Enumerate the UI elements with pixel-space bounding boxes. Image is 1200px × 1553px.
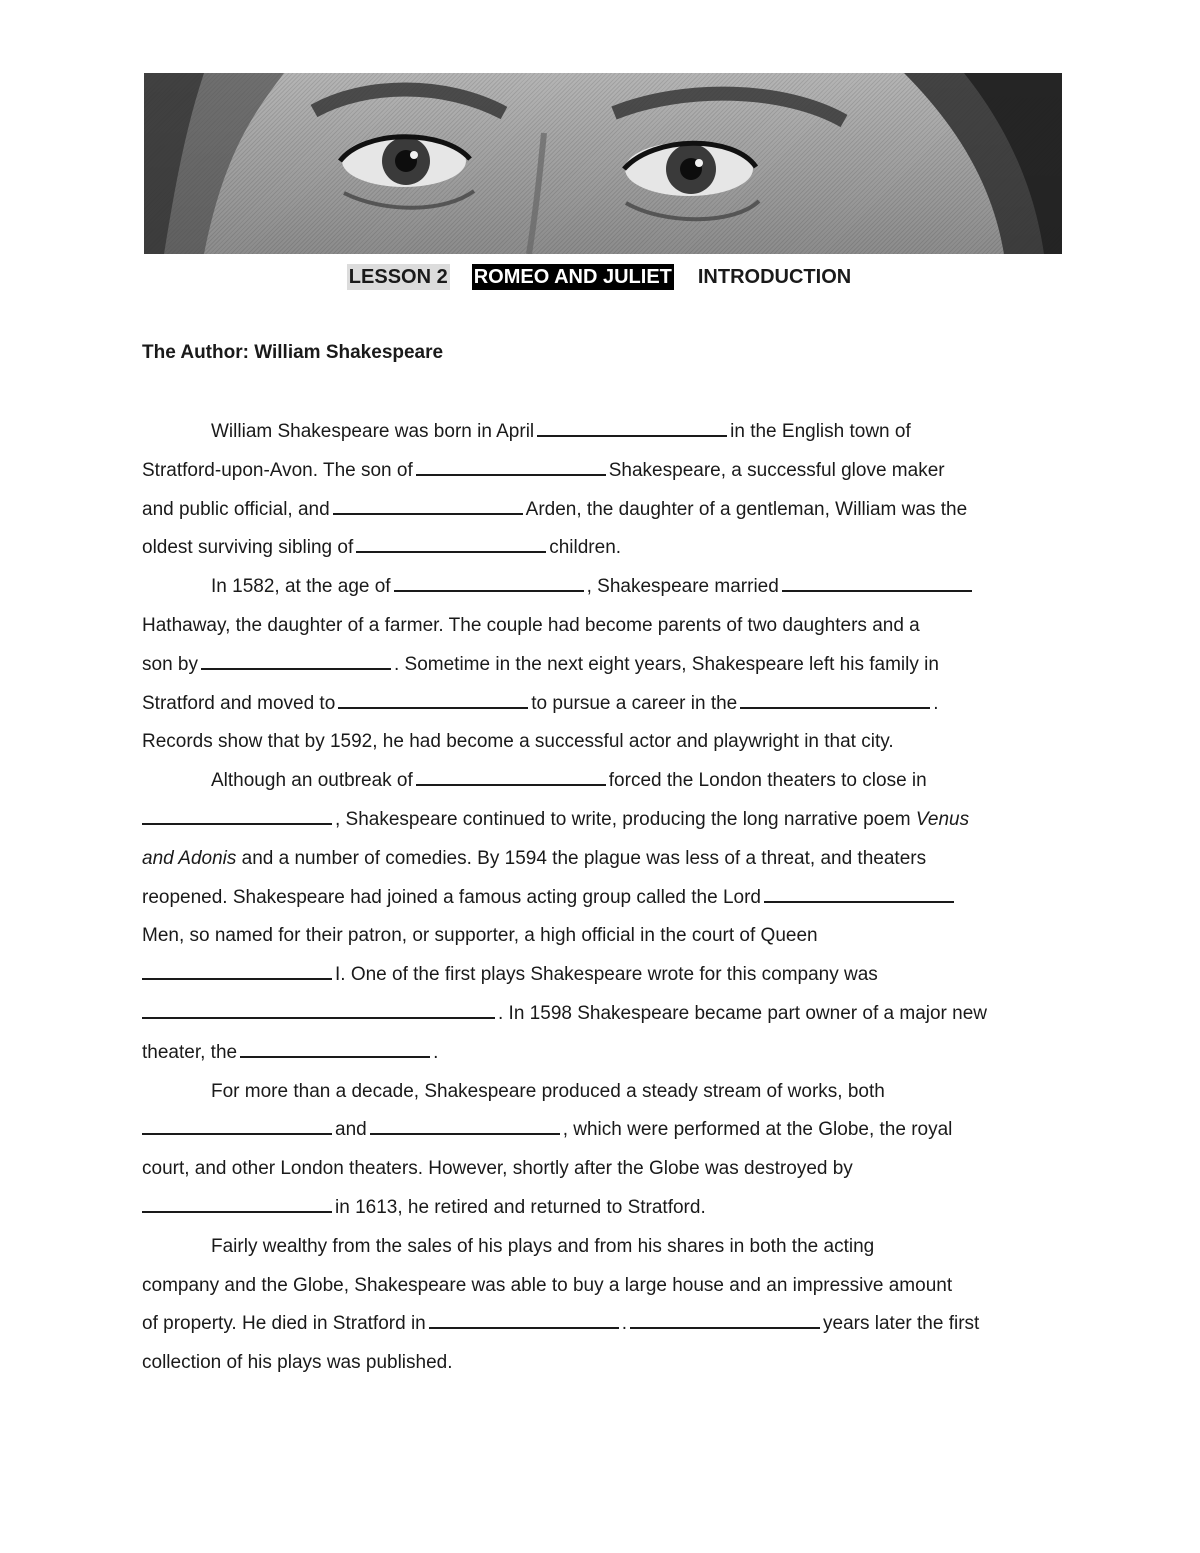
passage-line <box>142 1305 1062 1344</box>
text-segment: William Shakespeare was born in April <box>211 421 535 442</box>
text-segment: . In 1598 Shakespeare became part owner of a major new <box>498 1002 988 1024</box>
passage-line <box>142 1150 1062 1189</box>
passage-line <box>142 529 1062 568</box>
text-segment: For more than a decade, Shakespeare produced a steady stream of works, both <box>211 1080 885 1102</box>
lesson-subtitle: INTRODUCTION <box>697 266 852 288</box>
portrait-engraving-image <box>144 73 1062 254</box>
text-segment: in the English town of <box>730 421 911 442</box>
text-segment: Stratford-upon-Avon. The son of <box>142 459 413 481</box>
answer-blank[interactable] <box>630 1326 820 1329</box>
text-segment: Stratford and moved to <box>142 692 336 714</box>
text-segment: Records show that by 1592, he had become a successful actor and playwright in that city. <box>142 731 894 753</box>
poem-title-italic: and Adonis <box>142 847 237 869</box>
text-segment: , Shakespeare married <box>586 576 779 598</box>
answer-blank[interactable] <box>356 550 546 553</box>
text-segment: in 1613, he retired and returned to Stratford. <box>335 1196 706 1218</box>
answer-blank[interactable] <box>429 1326 619 1329</box>
passage-line <box>142 1034 1062 1073</box>
passage-line <box>142 995 1062 1034</box>
answer-blank[interactable] <box>764 900 954 903</box>
text-segment: Shakespeare, a successful glove maker <box>608 459 945 481</box>
text-segment: and a number of comedies. By 1594 the plague was less of a threat, and theaters <box>241 847 927 869</box>
lesson-title: ROMEO AND JULIET <box>473 266 672 288</box>
text-segment: Fairly wealthy from the sales of his plays and from his shares in both the acting <box>211 1235 875 1257</box>
text-segment: court, and other London theaters. However, shortly after the Globe was destroyed by <box>142 1158 853 1180</box>
passage-line <box>142 879 1062 918</box>
answer-blank[interactable] <box>370 1132 560 1135</box>
text-segment: to pursue a career in the <box>531 692 738 714</box>
passage-line <box>142 646 1062 685</box>
text-segment: children. <box>549 537 622 559</box>
passage-line <box>142 917 1062 956</box>
lesson-number: LESSON 2 <box>348 266 448 288</box>
text-segment: . <box>433 1041 439 1063</box>
fill-in-passage <box>142 413 1062 1383</box>
text-segment: and public official, and <box>142 498 330 520</box>
answer-blank[interactable] <box>201 667 391 670</box>
answer-blank[interactable] <box>240 1055 430 1058</box>
passage-line <box>142 685 1062 724</box>
answer-blank[interactable] <box>142 1210 332 1213</box>
text-segment: reopened. Shakespeare had joined a famous acting group called the Lord <box>142 886 761 908</box>
text-segment: Hathaway, the daughter of a farmer. The couple had become parents of two daughters and a <box>142 614 920 636</box>
poem-title-italic: Venus <box>915 808 970 830</box>
text-segment: . <box>933 692 939 714</box>
text-segment: and <box>335 1119 367 1141</box>
passage-line <box>142 452 1062 491</box>
answer-blank[interactable] <box>142 1132 332 1135</box>
passage-line <box>142 1344 1062 1383</box>
text-segment: forced the London theaters to close in <box>608 770 927 792</box>
shakespeare-eyes-banner <box>144 73 1062 254</box>
answer-blank[interactable] <box>394 589 584 592</box>
text-segment: Arden, the daughter of a gentleman, William was the <box>525 498 968 520</box>
answer-blank[interactable] <box>338 706 528 709</box>
answer-blank[interactable] <box>142 822 332 825</box>
answer-blank[interactable] <box>537 434 727 437</box>
text-segment: In 1582, at the age of <box>211 576 391 598</box>
text-segment: company and the Globe, Shakespeare was able to buy a large house and an impressive amount <box>142 1274 953 1296</box>
passage-line <box>142 491 1062 530</box>
answer-blank[interactable] <box>416 783 606 786</box>
text-segment: son by <box>142 653 198 675</box>
passage-line <box>142 801 1062 840</box>
lesson-heading <box>0 264 1200 290</box>
passage-line <box>142 413 1062 452</box>
section-title: The Author: William Shakespeare <box>142 342 444 363</box>
text-segment: . Sometime in the next eight years, Shakespeare left his family in <box>393 653 939 675</box>
answer-blank[interactable] <box>142 1016 495 1019</box>
answer-blank[interactable] <box>782 589 972 592</box>
passage-line <box>142 1189 1062 1228</box>
text-segment: theater, the <box>142 1041 238 1063</box>
answer-blank[interactable] <box>416 473 606 476</box>
text-segment: years later the first <box>823 1313 980 1335</box>
passage-line <box>142 1267 1062 1306</box>
passage-line <box>142 1111 1062 1150</box>
text-segment: oldest surviving sibling of <box>142 537 354 559</box>
text-segment: collection of his plays was published. <box>142 1352 453 1374</box>
text-segment: I. One of the first plays Shakespeare wrote for this company was <box>335 964 878 986</box>
answer-blank[interactable] <box>142 977 332 980</box>
passage-line <box>142 956 1062 995</box>
passage-line <box>142 723 1062 762</box>
text-segment: . <box>621 1313 628 1335</box>
passage-line <box>142 840 1062 879</box>
text-segment: Although an outbreak of <box>211 770 413 792</box>
passage-line <box>142 1073 1062 1112</box>
passage-line <box>142 607 1062 646</box>
text-segment: , which were performed at the Globe, the royal <box>562 1119 953 1141</box>
passage-line <box>142 568 1062 607</box>
passage-line <box>142 762 1062 801</box>
passage-line <box>142 1228 1062 1267</box>
answer-blank[interactable] <box>740 706 930 709</box>
text-segment: , Shakespeare continued to write, producing the long narrative poem <box>335 808 911 830</box>
text-segment: of property. He died in Stratford in <box>142 1313 426 1335</box>
answer-blank[interactable] <box>333 512 523 515</box>
text-segment: Men, so named for their patron, or supporter, a high official in the court of Queen <box>142 925 818 947</box>
